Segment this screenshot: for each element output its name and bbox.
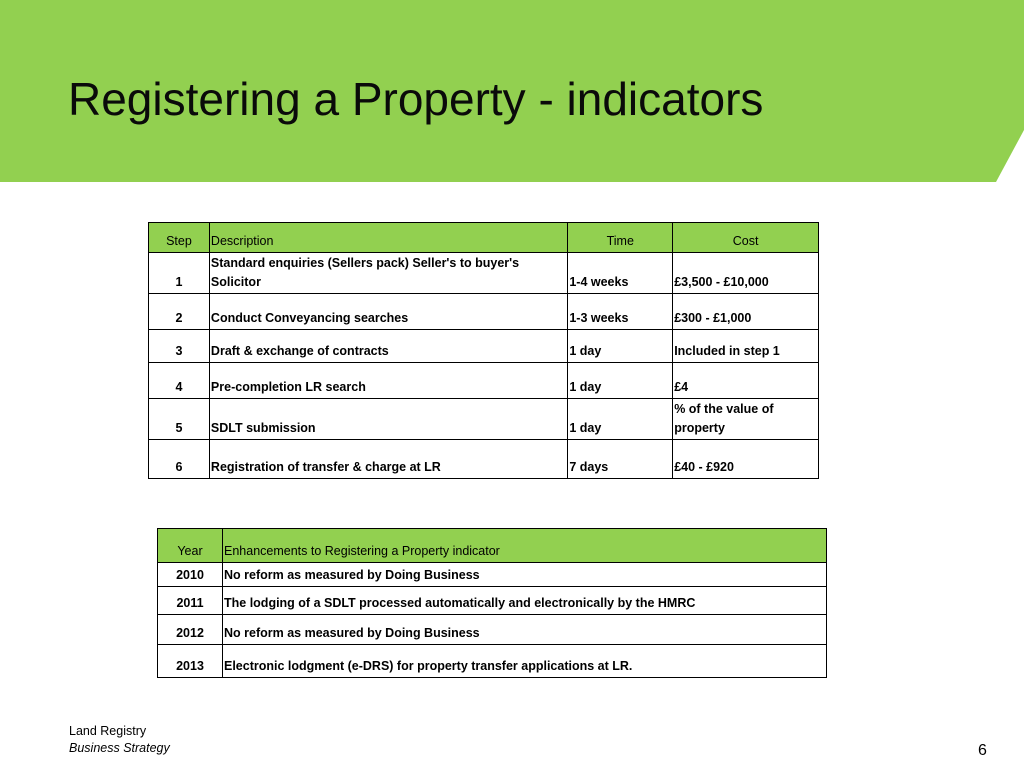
- enhancement-cell: Electronic lodgment (e-DRS) for property transfer applications at LR.: [223, 645, 827, 678]
- page-number: 6: [978, 742, 987, 759]
- table-row: [158, 615, 827, 645]
- time-cell: 1 day: [568, 399, 673, 440]
- table-row: [158, 645, 827, 678]
- cost-cell: Included in step 1: [673, 330, 819, 363]
- enhancements-table-header-row: [158, 529, 827, 563]
- column-header-step: Step: [149, 223, 210, 253]
- footer-department: Business Strategy: [69, 741, 170, 755]
- description-cell: Standard enquiries (Sellers pack) Seller's to buyer's Solicitor: [209, 253, 567, 294]
- step-cell: 2: [149, 294, 210, 330]
- cost-cell: % of the value of property: [673, 399, 819, 440]
- column-header-enhancement: Enhancements to Registering a Property indicator: [223, 529, 827, 563]
- table-row: [149, 363, 819, 399]
- slide-title: Registering a Property - indicators: [68, 73, 764, 125]
- table-row: [158, 563, 827, 587]
- year-cell: 2010: [158, 563, 223, 587]
- table-row: [149, 330, 819, 363]
- step-cell: 6: [149, 440, 210, 479]
- year-cell: 2011: [158, 587, 223, 615]
- table-row: [158, 587, 827, 615]
- column-header-year: Year: [158, 529, 223, 563]
- cost-cell: £300 - £1,000: [673, 294, 819, 330]
- time-cell: 7 days: [568, 440, 673, 479]
- table-row: [149, 253, 819, 294]
- cost-cell: £4: [673, 363, 819, 399]
- cost-cell: £3,500 - £10,000: [673, 253, 819, 294]
- footer-organization: Land Registry: [69, 724, 147, 738]
- steps-table: [148, 222, 819, 479]
- time-cell: 1-4 weeks: [568, 253, 673, 294]
- step-cell: 4: [149, 363, 210, 399]
- description-cell: Registration of transfer & charge at LR: [209, 440, 567, 479]
- description-cell: Draft & exchange of contracts: [209, 330, 567, 363]
- enhancements-table: [157, 528, 827, 678]
- enhancement-cell: The lodging of a SDLT processed automatically and electronically by the HMRC: [223, 587, 827, 615]
- year-cell: 2013: [158, 645, 223, 678]
- column-header-description: Description: [209, 223, 567, 253]
- description-cell: SDLT submission: [209, 399, 567, 440]
- year-cell: 2012: [158, 615, 223, 645]
- table-row: [149, 440, 819, 479]
- column-header-cost: Cost: [673, 223, 819, 253]
- cost-cell: £40 - £920: [673, 440, 819, 479]
- table-row: [149, 399, 819, 440]
- time-cell: 1-3 weeks: [568, 294, 673, 330]
- steps-table-header-row: [149, 223, 819, 253]
- step-cell: 1: [149, 253, 210, 294]
- time-cell: 1 day: [568, 363, 673, 399]
- table-row: [149, 294, 819, 330]
- enhancement-cell: No reform as measured by Doing Business: [223, 615, 827, 645]
- step-cell: 3: [149, 330, 210, 363]
- time-cell: 1 day: [568, 330, 673, 363]
- enhancement-cell: No reform as measured by Doing Business: [223, 563, 827, 587]
- column-header-time: Time: [568, 223, 673, 253]
- description-cell: Conduct Conveyancing searches: [209, 294, 567, 330]
- description-cell: Pre-completion LR search: [209, 363, 567, 399]
- step-cell: 5: [149, 399, 210, 440]
